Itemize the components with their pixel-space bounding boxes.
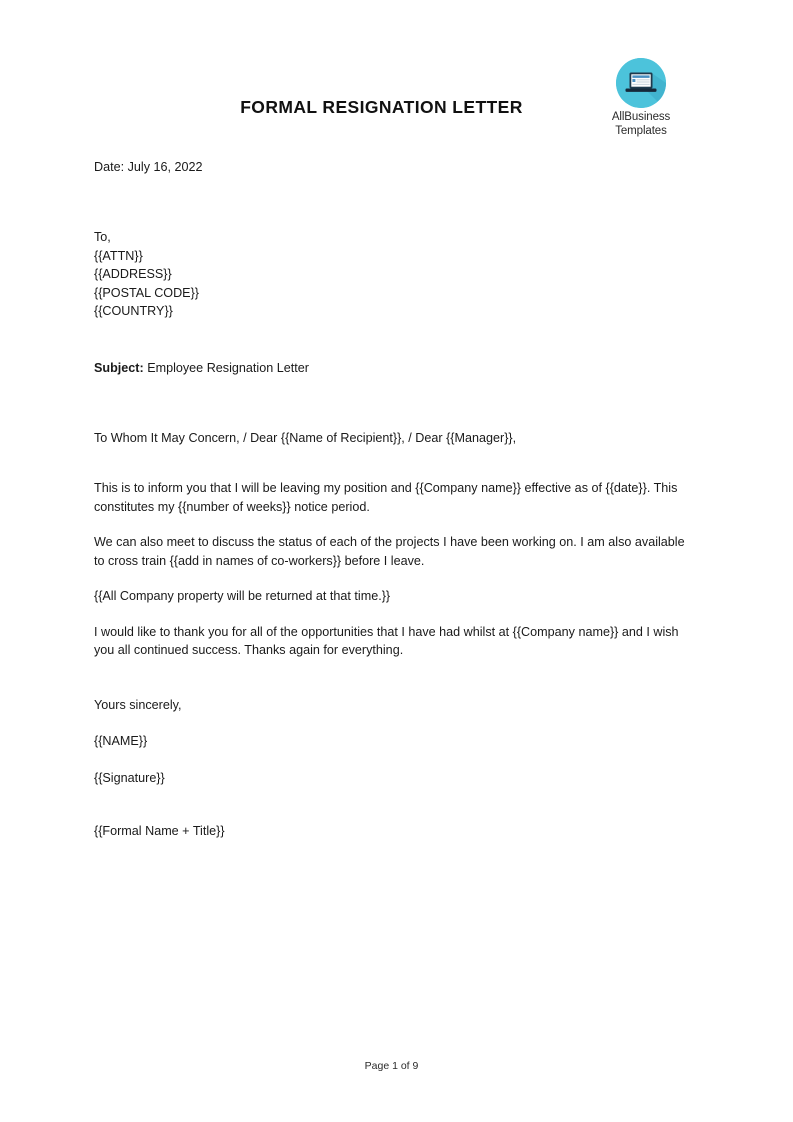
paragraph-3: {{All Company property will be returned at that time.}} bbox=[94, 589, 391, 603]
letter-body bbox=[94, 158, 694, 841]
subject-line bbox=[94, 359, 694, 377]
logo-text-line-1: AllBusiness bbox=[611, 111, 671, 123]
signer-name: {{NAME}} bbox=[94, 734, 148, 748]
address-attn: {{ATTN}} bbox=[94, 248, 143, 263]
address-postal-code: {{POSTAL CODE}} bbox=[94, 285, 199, 300]
paragraph-1: This is to inform you that I will be leaving my position and {{Company name}} effective as of {{date}}. This constitutes my {{number of weeks}} notice period. bbox=[94, 481, 678, 514]
subject-value: Employee Resignation Letter bbox=[147, 360, 309, 375]
sign-off: Yours sincerely, bbox=[94, 697, 182, 712]
date-line: Date: July 16, 2022 bbox=[94, 160, 203, 174]
address-street: {{ADDRESS}} bbox=[94, 267, 172, 281]
subject-label: Subject: bbox=[94, 360, 144, 375]
page-title: FORMAL RESIGNATION LETTER bbox=[240, 97, 523, 117]
salutation: To Whom It May Concern, / Dear {{Name of Recipient}}, / Dear {{Manager}}, bbox=[94, 430, 517, 445]
page-footer: Page 1 of 9 bbox=[364, 1060, 419, 1072]
paragraph-4: I would like to thank you for all of the opportunities that I have had whilst at {{Company name}} and I wish you all continued success. Thanks again for everything. bbox=[94, 624, 679, 657]
logo-text-line-2: Templates bbox=[615, 124, 667, 137]
address-to: To, bbox=[94, 230, 111, 244]
signature-placeholder: {{Signature}} bbox=[94, 770, 165, 785]
paragraph-2: We can also meet to discuss the status of each of the projects I have been working on. I am also available to cross train {{add in names of co-workers}} before I leave. bbox=[94, 535, 685, 568]
address-country: {{COUNTRY}} bbox=[94, 304, 173, 318]
formal-name-title: {{Formal Name + Title}} bbox=[94, 824, 225, 838]
